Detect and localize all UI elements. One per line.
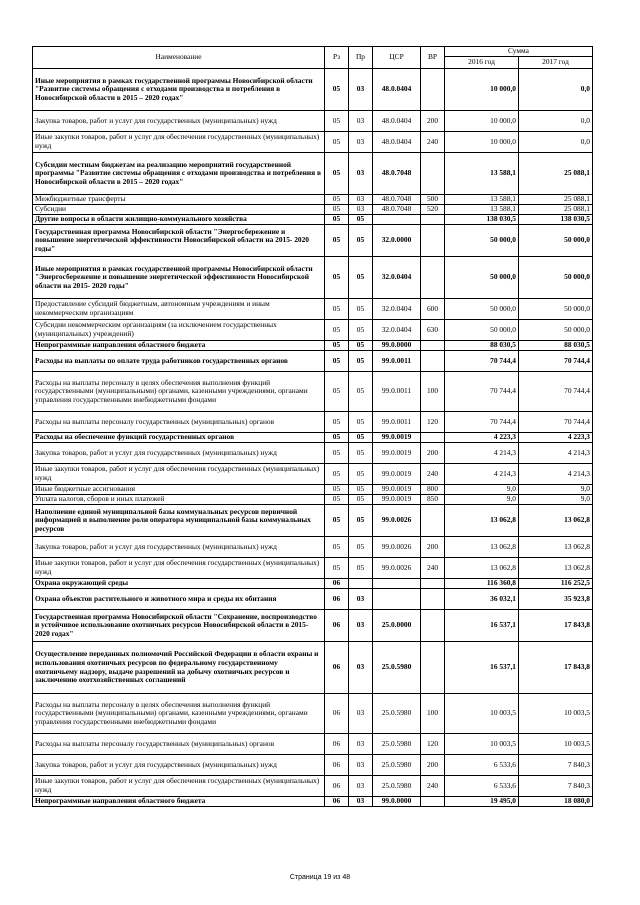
cell-vr: 200	[421, 443, 445, 464]
table-row	[33, 69, 593, 111]
cell-name: Предоставление субсидий бюджетным, автономным учреждениям и иным некоммерческим организациям	[33, 299, 325, 320]
table-row	[33, 320, 593, 341]
table-row	[33, 433, 593, 443]
cell-pr: 05	[349, 257, 373, 299]
cell-vr	[421, 257, 445, 299]
cell-name: Иные закупки товаров, работ и услуг для обеспечения государственных (муниципальных) нужд	[33, 776, 325, 797]
cell-csr: 48.0.0404	[373, 111, 421, 132]
cell-pr: 05	[349, 558, 373, 579]
cell-name: Субсидии некоммерческим организациям (за исключением государственных (муниципальных) учреждений)	[33, 320, 325, 341]
cell-rz: 05	[325, 132, 349, 153]
cell-name: Расходы на выплаты персоналу государственных (муниципальных) органов	[33, 734, 325, 755]
cell-v2017: 88 030,5	[519, 341, 593, 351]
table-row	[33, 132, 593, 153]
cell-v2017: 50 000,0	[519, 320, 593, 341]
cell-pr: 05	[349, 485, 373, 495]
cell-v2016: 13 062,8	[445, 537, 519, 558]
cell-name: Уплата налогов, сборов и иных платежей	[33, 495, 325, 505]
cell-v2017: 50 000,0	[519, 257, 593, 299]
cell-pr: 05	[349, 505, 373, 537]
cell-vr: 630	[421, 320, 445, 341]
cell-rz: 05	[325, 299, 349, 320]
cell-v2016: 70 744,4	[445, 372, 519, 412]
cell-vr	[421, 610, 445, 642]
cell-name: Субсидии местным бюджетам на реализацию мероприятий государственной программы "Развитие системы обращения с отходами производства и потребления в Новосибирской области в 2015 – 2020 годах"	[33, 153, 325, 195]
cell-name: Расходы на обеспечение функций государственных органов	[33, 433, 325, 443]
cell-name: Другие вопросы в области жилищно-коммунального хозяйства	[33, 215, 325, 225]
table-row	[33, 776, 593, 797]
cell-v2016: 9,0	[445, 485, 519, 495]
cell-v2016: 50 000,0	[445, 299, 519, 320]
cell-v2016: 6 533,6	[445, 755, 519, 776]
header-pr: Пр	[349, 47, 373, 69]
table-row	[33, 558, 593, 579]
cell-pr: 05	[349, 225, 373, 257]
cell-pr: 03	[349, 132, 373, 153]
cell-name: Межбюджетные трансферты	[33, 195, 325, 205]
header-vr: ВР	[421, 47, 445, 69]
cell-csr: 99.0.0019	[373, 495, 421, 505]
cell-name: Охрана окружающей среды	[33, 579, 325, 589]
table-row	[33, 797, 593, 807]
cell-name: Иные закупки товаров, работ и услуг для обеспечения государственных (муниципальных) нужд	[33, 132, 325, 153]
cell-pr: 03	[349, 642, 373, 694]
cell-name: Закупка товаров, работ и услуг для государственных (муниципальных) нужд	[33, 443, 325, 464]
cell-csr: 25.0.0000	[373, 610, 421, 642]
table-row	[33, 579, 593, 589]
cell-name: Закупка товаров, работ и услуг для государственных (муниципальных) нужд	[33, 537, 325, 558]
cell-rz: 05	[325, 505, 349, 537]
cell-csr: 99.0.0011	[373, 372, 421, 412]
cell-v2017: 7 840,3	[519, 776, 593, 797]
cell-v2016: 4 214,3	[445, 464, 519, 485]
cell-v2017: 13 062,8	[519, 537, 593, 558]
cell-v2017: 70 744,4	[519, 412, 593, 433]
cell-name: Государственная программа Новосибирской области "Сохранение, воспроизводство и устойчивое использование охотничьих ресурсов Новосибирской области в 2015-2020 годах"	[33, 610, 325, 642]
cell-csr: 99.0.0000	[373, 797, 421, 807]
cell-name: Закупка товаров, работ и услуг для государственных (муниципальных) нужд	[33, 111, 325, 132]
cell-v2016: 70 744,4	[445, 351, 519, 372]
cell-csr: 48.0.7048	[373, 205, 421, 215]
cell-rz: 05	[325, 537, 349, 558]
table-row	[33, 755, 593, 776]
cell-rz: 05	[325, 443, 349, 464]
cell-vr	[421, 642, 445, 694]
cell-csr: 99.0.0026	[373, 558, 421, 579]
cell-csr: 25.0.5980	[373, 694, 421, 734]
cell-rz: 06	[325, 579, 349, 589]
cell-rz: 05	[325, 433, 349, 443]
cell-vr: 200	[421, 111, 445, 132]
cell-csr: 48.0.7048	[373, 195, 421, 205]
cell-vr: 240	[421, 132, 445, 153]
cell-v2016: 16 537,1	[445, 642, 519, 694]
cell-vr	[421, 433, 445, 443]
cell-v2017: 0,0	[519, 111, 593, 132]
cell-v2017: 50 000,0	[519, 299, 593, 320]
budget-table-container	[32, 46, 592, 807]
cell-v2017: 9,0	[519, 495, 593, 505]
cell-v2017: 70 744,4	[519, 351, 593, 372]
cell-vr	[421, 341, 445, 351]
cell-csr: 99.0.0000	[373, 341, 421, 351]
table-row	[33, 734, 593, 755]
cell-name: Расходы на выплаты по оплате труда работников государственных органов	[33, 351, 325, 372]
cell-v2017: 35 923,8	[519, 589, 593, 610]
cell-csr: 32.0.0000	[373, 225, 421, 257]
cell-name: Наполнение единой муниципальной базы коммунальных ресурсов первичной информацией и выполнение роли оператора муниципальной базы коммунальных ресурсов	[33, 505, 325, 537]
cell-csr: 25.0.5980	[373, 776, 421, 797]
cell-rz: 06	[325, 642, 349, 694]
cell-v2016: 13 062,8	[445, 505, 519, 537]
cell-vr: 120	[421, 412, 445, 433]
cell-csr: 99.0.0019	[373, 433, 421, 443]
cell-v2017: 138 030,5	[519, 215, 593, 225]
cell-vr	[421, 505, 445, 537]
cell-pr: 05	[349, 299, 373, 320]
cell-name: Иные мероприятия в рамках государственной программы Новосибирской области "Развитие системы обращения с отходами производства и потребления в Новосибирской области в 2015 – 2020 годах"	[33, 69, 325, 111]
cell-v2016: 36 032,1	[445, 589, 519, 610]
table-row	[33, 111, 593, 132]
cell-pr: 03	[349, 69, 373, 111]
table-row	[33, 215, 593, 225]
cell-rz: 06	[325, 694, 349, 734]
cell-csr: 25.0.5980	[373, 734, 421, 755]
cell-pr	[349, 579, 373, 589]
cell-name: Субсидии	[33, 205, 325, 215]
cell-pr: 03	[349, 195, 373, 205]
cell-v2016: 50 000,0	[445, 257, 519, 299]
page-number: Страница 19 из 48	[289, 874, 351, 881]
cell-pr: 03	[349, 610, 373, 642]
cell-v2016: 13 588,1	[445, 195, 519, 205]
cell-rz: 06	[325, 797, 349, 807]
cell-vr	[421, 225, 445, 257]
cell-v2016: 10 003,5	[445, 734, 519, 755]
cell-v2016: 13 588,1	[445, 205, 519, 215]
cell-rz: 05	[325, 215, 349, 225]
cell-rz: 05	[325, 464, 349, 485]
cell-vr: 120	[421, 734, 445, 755]
table-row	[33, 694, 593, 734]
cell-pr: 05	[349, 351, 373, 372]
header-csr: ЦСР	[373, 47, 421, 69]
cell-vr: 200	[421, 755, 445, 776]
cell-rz: 05	[325, 341, 349, 351]
cell-csr: 32.0.0404	[373, 320, 421, 341]
cell-pr: 03	[349, 205, 373, 215]
table-row	[33, 351, 593, 372]
cell-name: Осуществление переданных полномочий Российской Федерации в области охраны и использования охотничьих ресурсов по федеральному государственному охотничьему надзору, выдаче разрешений на добычу охотничьих ресурсов и заключению охотхозяйственных соглашений	[33, 642, 325, 694]
table-row	[33, 412, 593, 433]
cell-vr: 240	[421, 464, 445, 485]
cell-v2016: 50 000,0	[445, 225, 519, 257]
cell-v2017: 9,0	[519, 485, 593, 495]
cell-vr: 200	[421, 537, 445, 558]
table-row	[33, 505, 593, 537]
cell-v2016: 70 744,4	[445, 412, 519, 433]
cell-vr: 240	[421, 558, 445, 579]
cell-v2017: 70 744,4	[519, 372, 593, 412]
cell-csr: 48.0.7048	[373, 153, 421, 195]
cell-pr: 05	[349, 443, 373, 464]
cell-vr	[421, 69, 445, 111]
cell-v2016: 138 030,5	[445, 215, 519, 225]
cell-v2016: 6 533,6	[445, 776, 519, 797]
cell-vr: 800	[421, 485, 445, 495]
cell-v2017: 17 843,8	[519, 610, 593, 642]
cell-rz: 05	[325, 485, 349, 495]
cell-vr	[421, 579, 445, 589]
cell-name: Расходы на выплаты персоналу в целях обеспечения выполнения функций государственными (муниципальными) органами, казенными учреждениями, органами управления государственными внебюджетными фондами	[33, 372, 325, 412]
cell-name: Непрограммные направления областного бюджета	[33, 341, 325, 351]
cell-pr: 05	[349, 372, 373, 412]
cell-pr: 05	[349, 464, 373, 485]
cell-pr: 03	[349, 694, 373, 734]
cell-v2016: 50 000,0	[445, 320, 519, 341]
cell-rz: 05	[325, 257, 349, 299]
cell-csr: 99.0.0011	[373, 351, 421, 372]
cell-v2016: 10 000,0	[445, 69, 519, 111]
cell-csr: 25.0.5980	[373, 642, 421, 694]
cell-rz: 05	[325, 351, 349, 372]
cell-v2017: 4 214,3	[519, 464, 593, 485]
table-row	[33, 341, 593, 351]
cell-name: Иные бюджетные ассигнования	[33, 485, 325, 495]
cell-rz: 06	[325, 589, 349, 610]
cell-vr	[421, 153, 445, 195]
cell-v2017: 25 088,1	[519, 153, 593, 195]
cell-csr: 99.0.0011	[373, 412, 421, 433]
cell-v2017: 13 062,8	[519, 505, 593, 537]
cell-vr: 100	[421, 372, 445, 412]
cell-pr: 05	[349, 215, 373, 225]
cell-csr: 32.0.0404	[373, 299, 421, 320]
cell-v2017: 7 840,3	[519, 755, 593, 776]
cell-vr: 600	[421, 299, 445, 320]
cell-v2017: 10 003,5	[519, 694, 593, 734]
cell-name: Иные закупки товаров, работ и услуг для обеспечения государственных (муниципальных) нужд	[33, 464, 325, 485]
cell-pr: 05	[349, 537, 373, 558]
table-row	[33, 485, 593, 495]
cell-rz: 05	[325, 495, 349, 505]
table-row	[33, 610, 593, 642]
cell-v2016: 13 588,1	[445, 153, 519, 195]
cell-rz: 06	[325, 776, 349, 797]
cell-pr: 03	[349, 111, 373, 132]
cell-v2016: 13 062,8	[445, 558, 519, 579]
cell-rz: 05	[325, 111, 349, 132]
table-row	[33, 205, 593, 215]
cell-csr: 99.0.0019	[373, 485, 421, 495]
cell-pr: 03	[349, 734, 373, 755]
cell-pr: 03	[349, 755, 373, 776]
table-row	[33, 257, 593, 299]
cell-csr: 32.0.0404	[373, 257, 421, 299]
cell-rz: 05	[325, 372, 349, 412]
budget-table	[32, 46, 593, 807]
header-rz: Рз	[325, 47, 349, 69]
cell-pr: 03	[349, 776, 373, 797]
table-row	[33, 589, 593, 610]
cell-v2017: 25 088,1	[519, 195, 593, 205]
cell-v2017: 116 252,5	[519, 579, 593, 589]
cell-rz: 05	[325, 205, 349, 215]
cell-v2016: 4 214,3	[445, 443, 519, 464]
header-2016: 2016 год	[445, 57, 519, 69]
table-row	[33, 153, 593, 195]
cell-vr: 520	[421, 205, 445, 215]
cell-pr: 03	[349, 589, 373, 610]
header-name: Наименование	[33, 47, 325, 69]
cell-csr: 48.0.0404	[373, 132, 421, 153]
cell-vr	[421, 351, 445, 372]
cell-v2017: 0,0	[519, 69, 593, 111]
cell-csr: 99.0.0026	[373, 505, 421, 537]
cell-rz: 05	[325, 558, 349, 579]
cell-rz: 05	[325, 69, 349, 111]
cell-vr	[421, 797, 445, 807]
table-row	[33, 443, 593, 464]
cell-pr: 05	[349, 495, 373, 505]
cell-v2016: 10 000,0	[445, 111, 519, 132]
cell-name: Иные мероприятия в рамках государственной программы Новосибирской области "Энергосбережение и повышение энергетической эффективности Новосибирской области на 2015- 2020 годы"	[33, 257, 325, 299]
cell-csr: 99.0.0019	[373, 464, 421, 485]
cell-rz: 05	[325, 412, 349, 433]
cell-pr: 05	[349, 412, 373, 433]
cell-csr: 48.0.0404	[373, 69, 421, 111]
cell-rz: 05	[325, 225, 349, 257]
cell-vr: 850	[421, 495, 445, 505]
cell-rz: 06	[325, 734, 349, 755]
cell-v2016: 16 537,1	[445, 610, 519, 642]
cell-name: Расходы на выплаты персоналу в целях обеспечения выполнения функций государственными (муниципальными) органами, казенными учреждениями, органами управления государственными внебюджетными фондами	[33, 694, 325, 734]
table-row	[33, 299, 593, 320]
cell-name: Иные закупки товаров, работ и услуг для обеспечения государственных (муниципальных) нужд	[33, 558, 325, 579]
table-row	[33, 537, 593, 558]
cell-name: Непрограммные направления областного бюджета	[33, 797, 325, 807]
cell-name: Расходы на выплаты персоналу государственных (муниципальных) органов	[33, 412, 325, 433]
cell-v2017: 4 214,3	[519, 443, 593, 464]
cell-v2017: 13 062,8	[519, 558, 593, 579]
cell-vr	[421, 589, 445, 610]
cell-v2016: 116 360,8	[445, 579, 519, 589]
cell-v2017: 18 080,0	[519, 797, 593, 807]
table-row	[33, 642, 593, 694]
cell-v2017: 25 088,1	[519, 205, 593, 215]
cell-v2016: 9,0	[445, 495, 519, 505]
cell-v2017: 0,0	[519, 132, 593, 153]
table-row	[33, 495, 593, 505]
cell-vr: 240	[421, 776, 445, 797]
cell-csr: 99.0.0019	[373, 443, 421, 464]
cell-pr: 05	[349, 320, 373, 341]
cell-vr	[421, 215, 445, 225]
header-sum: Сумма	[445, 47, 593, 57]
cell-csr	[373, 215, 421, 225]
cell-rz: 06	[325, 610, 349, 642]
cell-pr: 03	[349, 797, 373, 807]
cell-v2017: 50 000,0	[519, 225, 593, 257]
cell-v2017: 10 003,5	[519, 734, 593, 755]
table-row	[33, 372, 593, 412]
cell-rz: 05	[325, 320, 349, 341]
cell-v2016: 10 000,0	[445, 132, 519, 153]
table-row	[33, 195, 593, 205]
cell-name: Закупка товаров, работ и услуг для государственных (муниципальных) нужд	[33, 755, 325, 776]
cell-name: Охрана объектов растительного и животного мира и среды их обитания	[33, 589, 325, 610]
header-2017: 2017 год	[519, 57, 593, 69]
cell-csr: 99.0.0026	[373, 537, 421, 558]
table-row	[33, 464, 593, 485]
cell-csr: 25.0.5980	[373, 755, 421, 776]
table-row	[33, 225, 593, 257]
cell-rz: 05	[325, 195, 349, 205]
cell-v2016: 10 003,5	[445, 694, 519, 734]
cell-vr: 500	[421, 195, 445, 205]
table-body	[33, 69, 593, 807]
cell-pr: 03	[349, 153, 373, 195]
cell-v2016: 88 030,5	[445, 341, 519, 351]
cell-rz: 06	[325, 755, 349, 776]
cell-name: Государственная программа Новосибирской области "Энергосбережение и повышение энергетической эффективности Новосибирской области на 2015- 2020 годы"	[33, 225, 325, 257]
cell-rz: 05	[325, 153, 349, 195]
cell-vr: 100	[421, 694, 445, 734]
cell-v2017: 4 223,3	[519, 433, 593, 443]
cell-csr	[373, 589, 421, 610]
cell-pr: 05	[349, 341, 373, 351]
cell-v2016: 4 223,3	[445, 433, 519, 443]
cell-v2017: 17 843,8	[519, 642, 593, 694]
cell-csr	[373, 579, 421, 589]
cell-pr: 05	[349, 433, 373, 443]
cell-v2016: 19 495,0	[445, 797, 519, 807]
